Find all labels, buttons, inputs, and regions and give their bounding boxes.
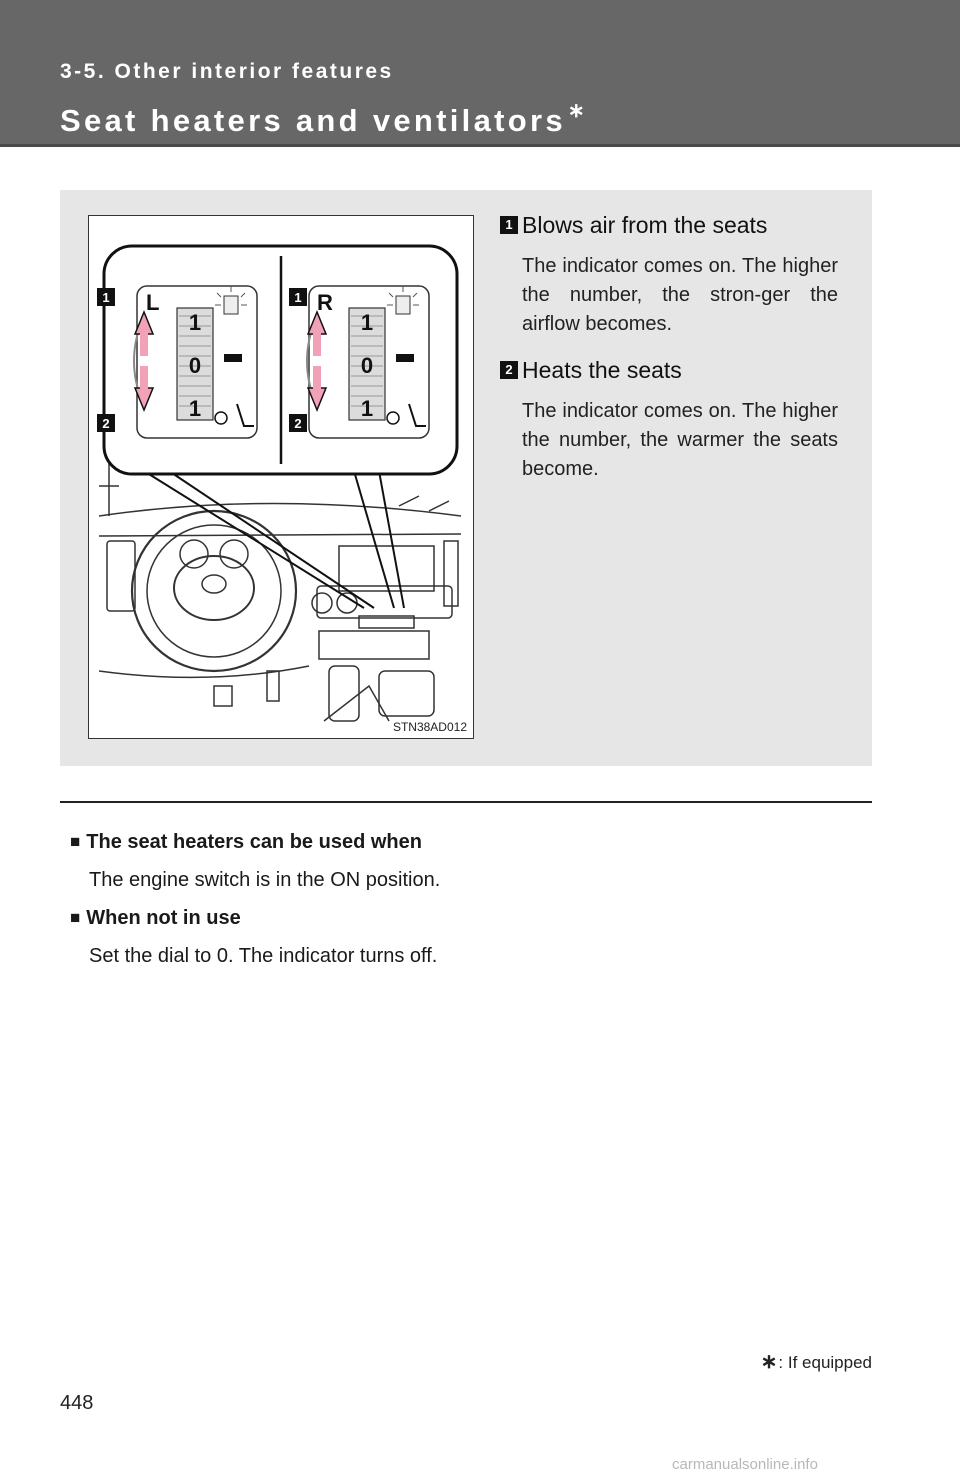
dashboard-illustration — [88, 215, 474, 739]
page-title — [60, 98, 585, 139]
right-dial-group — [289, 286, 429, 438]
right-dial-mid: 0 — [360, 353, 374, 378]
section-divider — [60, 801, 872, 803]
right-callout-2: 2 — [294, 416, 302, 431]
callout-lines — [144, 471, 404, 608]
left-callout-1: 1 — [102, 290, 110, 305]
right-dial-bottom: 1 — [360, 396, 374, 421]
left-dial-top: 1 — [188, 310, 202, 335]
step-description: The indicator comes on. The higher the number, the warmer the seats become. — [522, 400, 838, 480]
figure-code: STN38AD012 — [392, 720, 467, 734]
dial-diagram — [89, 216, 473, 738]
dashboard-sketch — [99, 456, 461, 721]
step-description: The indicator comes on. The higher the number, the stron-ger the airflow becomes. — [522, 255, 838, 335]
watermark: carmanualsonline.info — [672, 1456, 818, 1473]
step-list — [500, 210, 840, 500]
left-dial-mid: 0 — [188, 353, 202, 378]
step-number-box: 1 — [500, 216, 518, 234]
page-title-text: Seat heaters and ventilators — [60, 103, 566, 138]
footnote — [761, 1349, 872, 1374]
square-bullet-icon: ■ — [70, 832, 81, 851]
if-equipped-marker: ∗ — [567, 100, 585, 122]
square-bullet-icon: ■ — [70, 908, 81, 927]
right-dial-top: 1 — [360, 310, 374, 335]
asterisk-icon: ∗ — [760, 1351, 778, 1373]
footnote-text: : If equipped — [778, 1353, 872, 1372]
right-seat-label: R — [317, 290, 333, 315]
right-callout-1: 1 — [294, 290, 302, 305]
step-title: Blows air from the seats — [522, 212, 768, 238]
step-number-box: 2 — [500, 361, 518, 379]
section-label: 3-5. Other interior features — [60, 60, 394, 83]
note-heading-text: The seat heaters can be used when — [86, 831, 422, 853]
left-seat-label: L — [146, 290, 160, 315]
page-header — [0, 0, 960, 147]
left-dial-bottom: 1 — [188, 396, 202, 421]
page-number: 448 — [60, 1392, 94, 1414]
note-heading-text: When not in use — [86, 907, 241, 929]
note-heading — [70, 828, 860, 856]
left-callout-2: 2 — [102, 416, 110, 431]
notes-section — [70, 828, 860, 980]
step-1 — [500, 210, 840, 339]
illustration-panel — [60, 190, 872, 766]
step-title: Heats the seats — [522, 357, 682, 383]
note-heading — [70, 904, 860, 932]
step-2 — [500, 355, 840, 484]
note-body: The engine switch is in the ON position. — [89, 869, 441, 891]
note-body: Set the dial to 0. The indicator turns off. — [89, 945, 438, 967]
